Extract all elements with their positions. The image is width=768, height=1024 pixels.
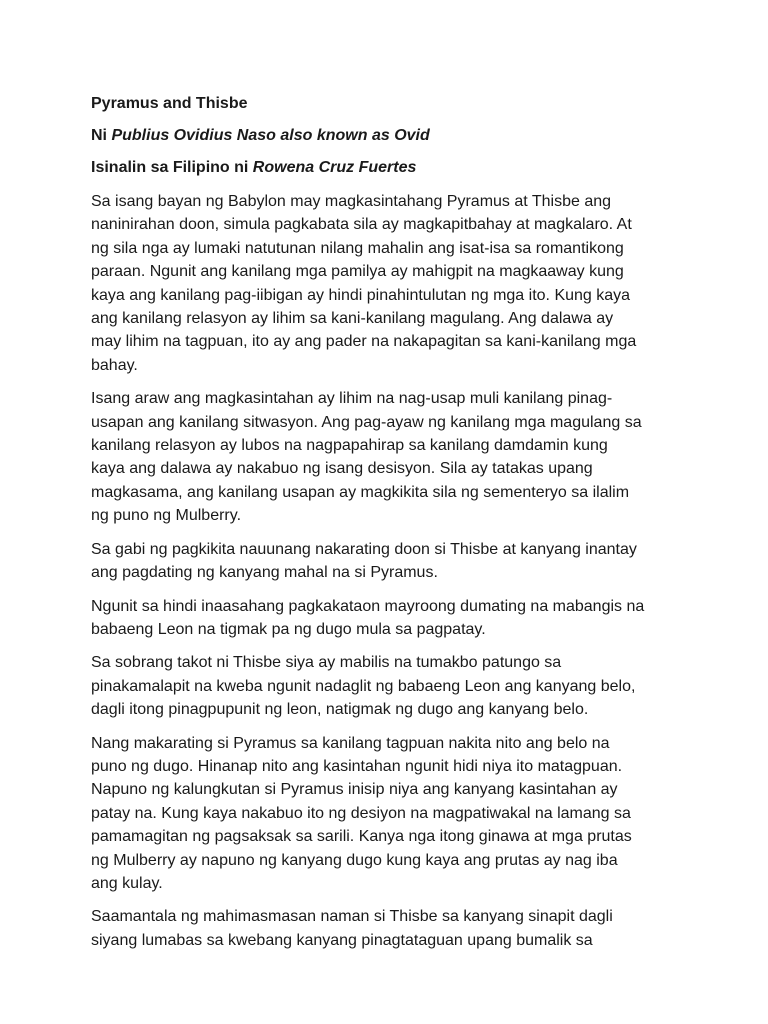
text-line: ng sila nga ay lumaki natutunan nilang mahalin ang isat-isa sa romantikong (91, 239, 624, 257)
text-line: pinakamalapit na kweba ngunit nadaglit ng babaeng Leon ang kanyang belo, (91, 677, 636, 695)
text-line: Sa sobrang takot ni Thisbe siya ay mabilis na tumakbo patungo sa (91, 654, 562, 672)
text-line: kaya ang kanilang pag-iibigan ay hindi pinahintulutan ng mga ito. Kung kaya (91, 286, 631, 304)
document-title (91, 94, 691, 114)
title-text: Pyramus and Thisbe (91, 95, 248, 112)
text-line: paraan. Ngunit ang kanilang mga pamilya ay mahigpit na magkaaway kung (91, 263, 624, 281)
paragraph (91, 387, 691, 527)
text-line: kanilang relasyon ay lubos na nagpapahirap sa kanilang damdamin kung (91, 437, 608, 455)
paragraph (91, 190, 691, 377)
author-line (91, 126, 691, 146)
author-prefix: Ni (91, 127, 112, 144)
text-line: kaya ang dalawa ay nakabuo ng isang desisyon. Sila ay tatakas upang (91, 460, 593, 478)
text-line: Napuno ng kalungkutan si Pyramus inisip niya ang kanyang kasintahan ay (91, 781, 618, 799)
translator-line (91, 158, 691, 178)
body-text (91, 190, 691, 952)
text-line: Isang araw ang magkasintahan ay lihim na nag-usap muli kanilang pinag- (91, 390, 613, 408)
text-line: Nang makarating si Pyramus sa kanilang tagpuan nakita nito ang belo na (91, 734, 610, 752)
paragraph (91, 538, 691, 585)
paragraph (91, 651, 691, 721)
text-line: ang kulay. (91, 874, 163, 892)
text-line: may lihim na tagpuan, ito ay ang pader na nakapagitan sa kani-kanilang mga (91, 333, 637, 351)
text-line: Sa isang bayan ng Babylon may magkasintahang Pyramus at Thisbe ang (91, 193, 612, 210)
text-line: magkasama, ang kanilang usapan ay magkikita sila ng sementeryo sa ilalim (91, 483, 630, 501)
text-line: Ngunit sa hindi inaasahang pagkakataon mayroong dumating na mabangis na (91, 597, 645, 615)
translator-prefix: Isinalin sa Filipino ni (91, 159, 253, 176)
text-line: ang kanilang relasyon ay lihim sa kani-kanilang magulang. Ang dalawa ay (91, 310, 614, 328)
text-line: Sa gabi ng pagkikita nauunang nakarating doon si Thisbe at kanyang inantay (91, 540, 637, 558)
author-name: Publius Ovidius Naso also known as Ovid (111, 127, 430, 144)
text-line: patay na. Kung kaya nakabuo ito ng desiyon na magpatiwakal na lamang sa (91, 804, 631, 822)
paragraph (91, 732, 691, 896)
text-line: bahay. (91, 356, 138, 374)
text-line: pamamagitan ng pagsaksak sa sarili. Kanya nga itong ginawa at mga prutas (91, 828, 632, 846)
text-line: babaeng Leon na tigmak pa ng dugo mula sa pagpatay. (91, 620, 486, 638)
text-line: siyang lumabas sa kwebang kanyang pinagtataguan upang bumalik sa (91, 931, 593, 949)
paragraph (91, 595, 691, 642)
text-line: ang pagdating ng kanyang mahal na si Pyramus. (91, 564, 438, 582)
text-line: dagli itong pinagpupunit ng leon, natigmak ng dugo ang kanyang belo. (91, 701, 589, 719)
paragraph (91, 905, 691, 952)
translator-name: Rowena Cruz Fuertes (252, 159, 417, 176)
text-line: ng Mulberry ay napuno ng kanyang dugo kung kaya ang prutas ay nag iba (91, 851, 618, 869)
text-line: puno ng dugo. Hinanap nito ang kasintahan ngunit hidi niya ito matagpuan. (91, 757, 623, 775)
document-page (91, 94, 691, 962)
text-line: ng puno ng Mulberry. (91, 507, 242, 525)
text-line: naninirahan doon, simula pagkabata sila ay magkapitbahay at magkalaro. At (91, 216, 632, 234)
text-line: Saamantala ng mahimasmasan naman si Thisbe sa kanyang sinapit dagli (91, 908, 613, 926)
text-line: usapan ang kanilang sitwasyon. Ang pag-ayaw ng kanilang mga magulang sa (91, 413, 642, 431)
